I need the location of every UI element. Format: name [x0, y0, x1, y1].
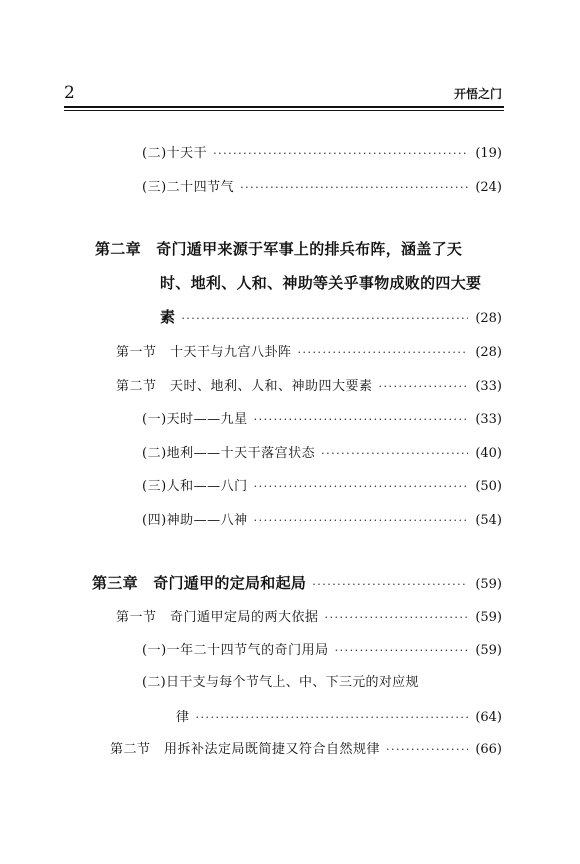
toc-entry-label: 第一节 奇门遁甲定局的两大依据 — [116, 610, 319, 625]
toc-entry-page: (28) — [475, 311, 502, 326]
toc-entry-page: (54) — [475, 513, 502, 528]
toc-entry-label: (四)神助——八神 — [142, 513, 248, 528]
toc-leader-dots — [292, 346, 468, 359]
toc-entry-label: 第二节 天时、地利、人和、神助四大要素 — [116, 379, 373, 394]
toc-entry[interactable] — [142, 442, 502, 461]
toc-entry-wrap-line-1: (二)日干支与每个节气上、中、下三元的对应规 — [142, 675, 419, 690]
toc-leader-dots — [248, 514, 468, 527]
toc-leader-dots — [190, 711, 468, 724]
toc-leader-dots — [248, 480, 468, 493]
header-rule-thick — [64, 106, 504, 108]
toc-entry-label: 素 — [160, 308, 176, 326]
toc-entry-label: (一)天时——九星 — [142, 412, 248, 427]
toc-leader-dots — [373, 380, 468, 393]
toc-entry[interactable] — [142, 639, 502, 658]
toc-entry-label: 第二节 用拆补法定局既简捷又符合自然规律 — [110, 742, 381, 757]
toc-entry-label: (二)十天干 — [142, 146, 208, 161]
toc-leader-dots — [380, 743, 468, 756]
page-header — [64, 85, 502, 103]
toc-leader-dots — [319, 611, 468, 624]
toc-leader-dots — [306, 578, 468, 591]
toc-entry-label: (三)人和——八门 — [142, 479, 248, 494]
toc-entry-section[interactable] — [116, 375, 502, 394]
toc-entry-page: (19) — [475, 146, 502, 161]
toc-entry-page: (59) — [475, 610, 502, 625]
toc-entry-page: (24) — [475, 180, 502, 195]
toc-entry-section[interactable] — [110, 738, 502, 757]
toc-entry[interactable] — [142, 408, 502, 427]
toc-entry[interactable] — [142, 142, 502, 161]
toc-entry-page: (66) — [475, 742, 502, 757]
toc-entry-label: 律 — [176, 710, 190, 725]
chapter-2-title-line-1: 第二章 奇门遁甲来源于军事上的排兵布阵，涵盖了天 — [95, 240, 463, 258]
toc-entry-section[interactable] — [116, 606, 502, 625]
toc-entry[interactable] — [176, 706, 502, 725]
running-title: 开悟之门 — [453, 87, 502, 101]
toc-entry[interactable] — [142, 176, 502, 195]
toc-leader-dots — [207, 147, 468, 160]
toc-entry[interactable] — [142, 509, 502, 528]
toc-entry-section[interactable] — [116, 341, 502, 360]
toc-entry-label: 第一节 十天干与九宫八卦阵 — [116, 345, 292, 360]
toc-entry-page: (59) — [475, 643, 502, 658]
toc-entry-chapter-2[interactable] — [160, 306, 502, 327]
toc-entry-label: (三)二十四节气 — [142, 180, 235, 195]
page-number: 2 — [64, 83, 75, 103]
header-rule-thin — [64, 110, 504, 111]
toc-entry-page: (33) — [475, 379, 502, 394]
toc-leader-dots — [248, 413, 468, 426]
toc-entry-label: (一)一年二十四节气的奇门用局 — [142, 643, 329, 658]
toc-entry-page: (40) — [475, 446, 502, 461]
toc-entry-label: 第三章 奇门遁甲的定局和起局 — [92, 574, 307, 592]
toc-entry-page: (50) — [475, 479, 502, 494]
toc-entry-page: (64) — [475, 710, 502, 725]
toc-entry-page: (33) — [475, 412, 502, 427]
chapter-2-title-line-2: 时、地利、人和、神助等关乎事物成败的四大要 — [160, 274, 482, 292]
toc-leader-dots — [175, 312, 468, 325]
toc-entry-chapter-3[interactable] — [92, 572, 502, 593]
toc-leader-dots — [234, 181, 468, 194]
toc-entry-page: (59) — [475, 577, 502, 592]
toc-leader-dots — [315, 447, 468, 460]
toc-entry-label: (二)地利——十天干落宫状态 — [142, 446, 316, 461]
toc-entry-page: (28) — [475, 345, 502, 360]
toc-entry[interactable] — [142, 475, 502, 494]
toc-leader-dots — [329, 644, 468, 657]
